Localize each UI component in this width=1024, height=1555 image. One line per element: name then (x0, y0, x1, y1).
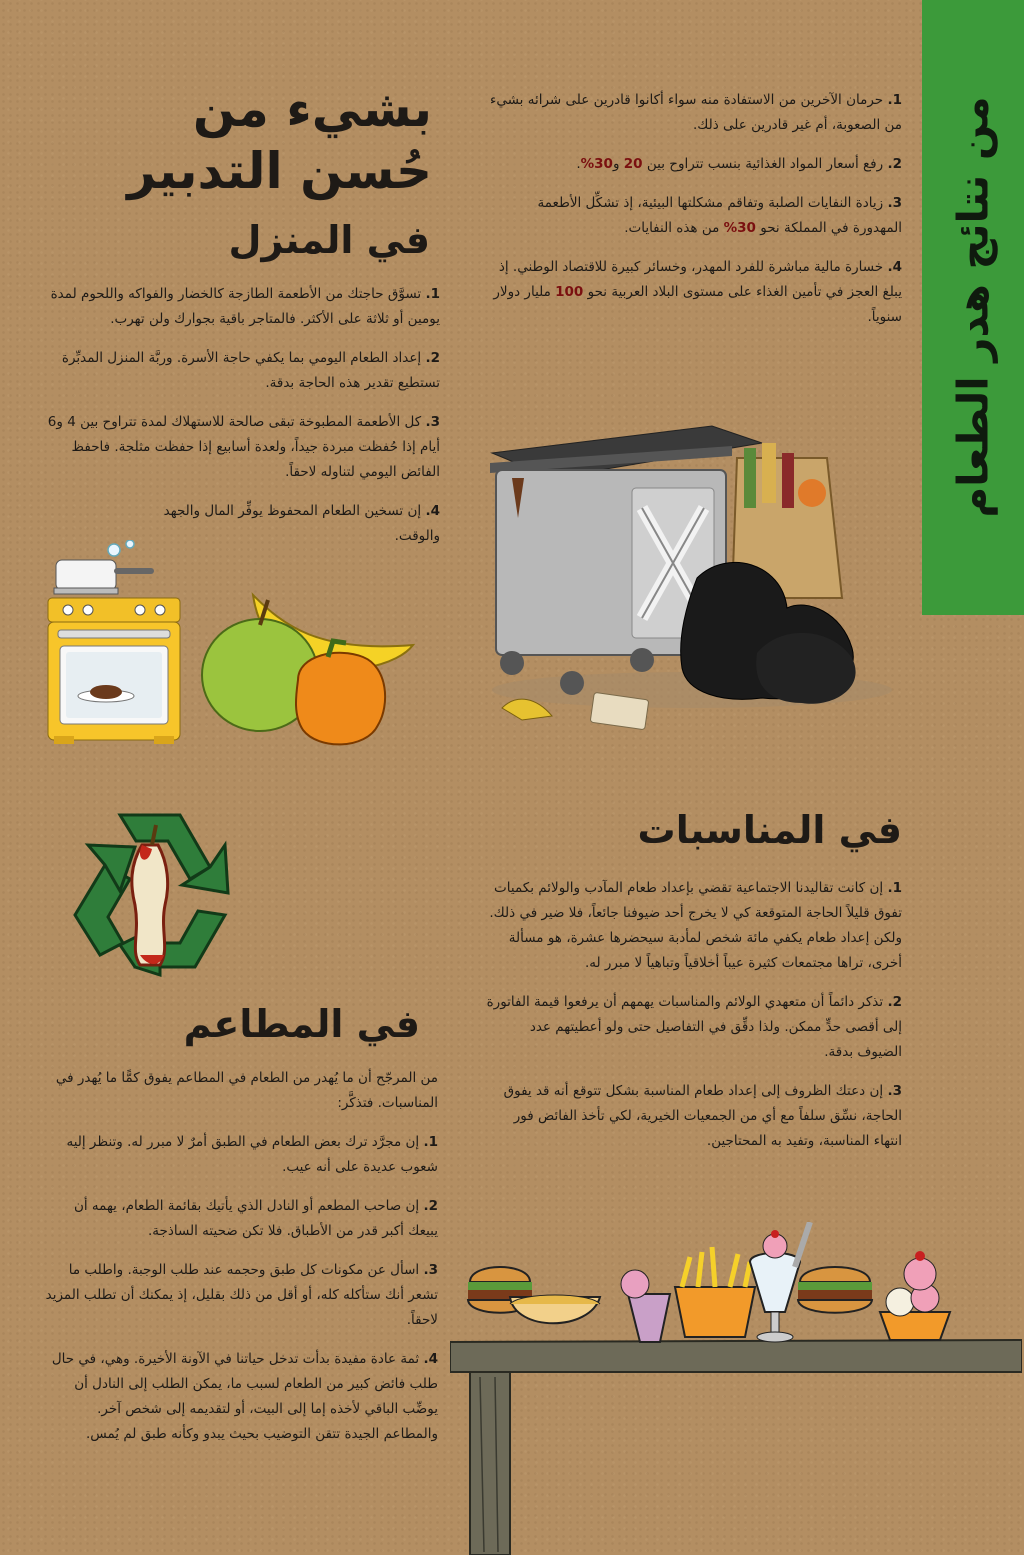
stat-value: 30% (723, 220, 756, 236)
stat-value: 100 (555, 284, 584, 300)
recycle-icon (60, 805, 240, 980)
events-item-3: 3. إن دعتك الظروف إلى إعداد طعام المناسبة بشكل تتوقع أنه قد يفوق الحاجة، نسِّق سلفاً مع أي من الجمعيات الخيرية، لكي تأخذ الفائض فور انتهاء المناسبة، وتفيد به المحتاجين. (503, 1083, 902, 1149)
result-item-1: 1. حرمان الآخرين من الاستفادة منه سواء أكانوا قادرين على شرائه بشيء من الصعوبة، أم غير قادرين على ذلك. (490, 92, 902, 133)
page-title-line-1: بشيء من (192, 80, 432, 138)
home-item-1: 1. تسوَّق حاجتك من الأطعمة الطازجة كالخضار والفواكه واللحوم لمدة يومين أو ثلاثة على الأكثر. فالمتاجر باقية بجوارك ولن تهرب. (50, 286, 440, 327)
trash-bin-illustration (482, 398, 902, 743)
results-list (490, 88, 902, 344)
home-item-2: 2. إعداد الطعام اليومي بما يكفي حاجة الأسرة. وربَّة المنزل المدبِّرة تستطيع تقدير هذه الحاجة بدقة. (61, 350, 440, 391)
events-item-1: 1. إن كانت تقاليدنا الاجتماعية تقضي بإعداد طعام المآدب والولائم بكميات تفوق قليلاً الحاجة المتوقعة كي لا يخرج أحد ضيوفنا جائعاً، فلا ضير في ذلك. ولكن إعداد طعام يكفي مائة شخص لمأدبة سيحضرها عشرة، هو مسألة أخرى، تراها مجتمعات كثيرة عيباً أخلاقياً وتباهياً لا مبرر له. (489, 880, 902, 971)
restaurants-intro: من المرجّح أن ما يُهدر من الطعام في المطاعم يفوق كمًّا ما يُهدر في المناسبات. فتذكَّر: (55, 1070, 438, 1111)
home-list (40, 282, 440, 563)
title-banner (922, 0, 1024, 615)
fruit-illustration (198, 585, 423, 750)
result-item-2: 2. رفع أسعار المواد الغذائية بنسب تتراوح بين 20 و30%. (576, 156, 902, 172)
page-title-line-2: حُسن التدبير (127, 142, 432, 200)
events-list (482, 876, 902, 1168)
result-item-3: 3. زيادة النفايات الصلبة وتفاقم مشكلتها البيئية، إذ تشكِّل الأطعمة المهدورة في المملكة نحو 30% من هذه النفايات. (537, 195, 902, 236)
restaurants-item-3: 3. اسأل عن مكونات كل طبق وحجمه عند طلب الوجبة. واطلب ما تشعر أنك ستأكله كله، أو أقل من ذلك بقليل، إذ يمكنك أن تطلب المزيد لاحقاً. (45, 1262, 438, 1328)
home-heading: في المنزل (228, 218, 430, 262)
events-item-2: 2. تذكر دائماً أن متعهدي الولائم والمناسبات يهمهم أن يرفعوا قيمة الفاتورة إلى أقصى حدٍّ ممكن. ولذا دقِّق في التفاصيل حتى ولو أعطيتهم عدد الضيوف بدقة. (486, 994, 902, 1060)
page-title (52, 78, 432, 202)
food-table-illustration (450, 1222, 1022, 1555)
stat-value: 20 (623, 156, 643, 172)
restaurants-item-4: 4. ثمة عادة مفيدة بدأت تدخل حياتنا في الآونة الأخيرة. وهي، في حال طلب فائض كبير من الطعام لسبب ما، يمكن الطلب إلى النادل أن يوضِّب الباقي لأخذه إما إلى البيت، أو لتقديمه إلى شخص آخر. والمطاعم الجيدة تتقن التوضيب بحيث يبدو وكأنه طبق لم يُمس. (51, 1351, 438, 1442)
restaurants-item-2: 2. إن صاحب المطعم أو النادل الذي يأتيك بقائمة الطعام، يهمه أن يبيعك أكبر قدر من الأطباق. فلا تكن ضحيته الساذجة. (73, 1198, 438, 1239)
stove-icon (44, 540, 184, 745)
banner-title: من نتائج هدر الطعام (948, 96, 998, 518)
restaurants-list (40, 1130, 438, 1461)
stat-value: 30% (580, 156, 613, 172)
home-item-4: 4. إن تسخين الطعام المحفوظ يوفِّر المال والجهد والوقت. (163, 503, 440, 544)
events-heading: في المناسبات (637, 808, 902, 852)
restaurants-heading: في المطاعم (183, 1002, 420, 1046)
home-item-3: 3. كل الأطعمة المطبوخة تبقى صالحة للاستهلاك لمدة تتراوح بين 4 و6 أيام إذا حُفظت مبردة جيداً، ولعدة أسابيع إذا حفظت مثلجة. فاحفظ الفائض اليومي لتناوله لاحقاً. (47, 414, 440, 480)
result-item-4: 4. خسارة مالية مباشرة للفرد المهدر، وخسائر كبيرة للاقتصاد الوطني. إذ يبلغ العجز في تأمين الغذاء على مستوى البلاد العربية نحو 100 مليار دولار سنوياً. (493, 259, 902, 325)
restaurants-item-1: 1. إن مجرَّد ترك بعض الطعام في الطبق أمرٌ لا مبرر له. وتنظر إليه شعوب عديدة على أنه عيب. (66, 1134, 438, 1175)
